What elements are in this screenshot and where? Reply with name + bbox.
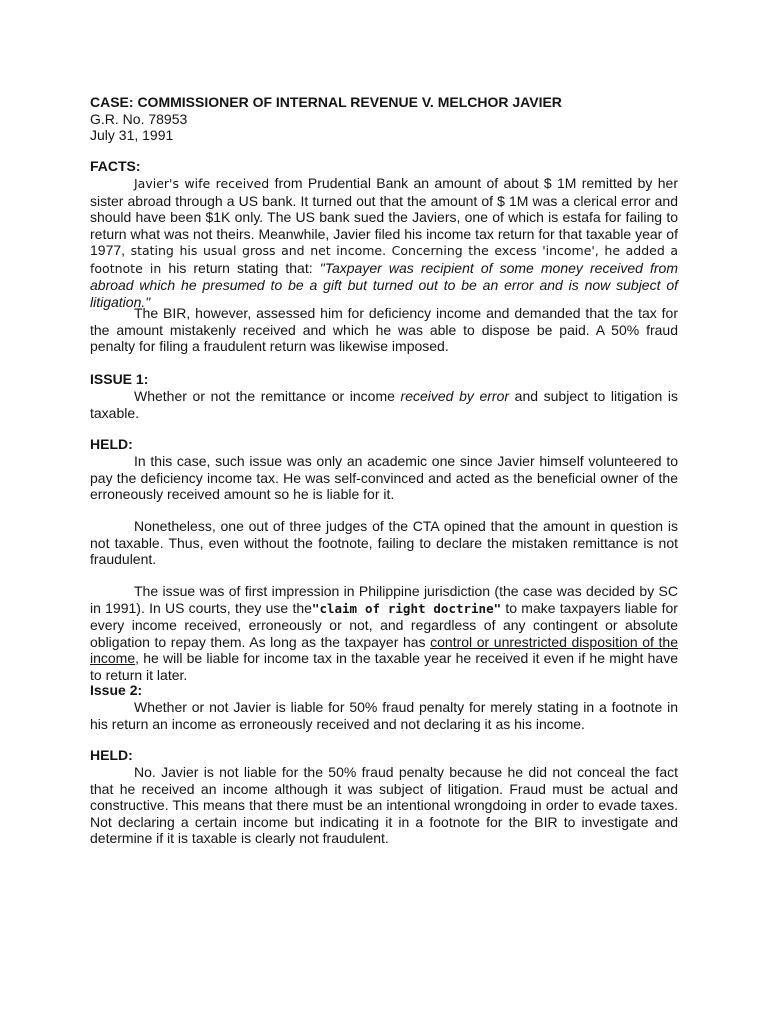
held-1-paragraph-2: Nonetheless, one out of three judges of the CTA opined that the amount in question is not taxable. Thus, even without the footnote, failing to declare the mistaken remittance is not fraudulent. xyxy=(90,518,678,567)
facts-subject-phrase: Javier's wife received xyxy=(134,176,270,191)
issue-2-text: Whether or not Javier is liable for 50% fraud penalty for merely stating in a footnote in his return an income as erroneously received and not declaring it as his income. xyxy=(90,699,678,732)
held-1-text-part: , he will be liable for income tax in the taxable year he received it even if he might have to return it later. xyxy=(90,650,678,683)
held-2-text: No. Javier is not liable for the 50% fraud penalty because he did not conceal the fact that he received an income although it was subject of litigation. Fraud must be actual and constructive. This means that there must be an intentional wrongdoing in order to evade taxes. Not declaring a certain income but indicating it in a footnote for the BIR to investigate and determine if it is taxable is clearly not fraudulent. xyxy=(90,764,678,846)
facts-paragraph-2: The BIR, however, assessed him for deficiency income and demanded that the tax for the amount mistakenly received and which he was able to dispose be paid. A 50% fraud penalty for filing a fraudulent return was likewise imposed. xyxy=(90,305,678,354)
case-title: CASE: COMMISSIONER OF INTERNAL REVENUE V. MELCHOR JAVIER xyxy=(90,94,562,110)
issue-1-emphasis: received by error xyxy=(400,388,510,404)
held-1-paragraph-1: In this case, such issue was only an academic one since Javier himself volunteered to pay the deficiency income tax. He was self-convinced and acted as the beneficial owner of the erroneously received amount so he is liable for it. xyxy=(90,453,678,502)
issue-1-text xyxy=(90,388,678,421)
held-1-heading: HELD: xyxy=(90,436,133,452)
facts-body-text-alt: stating his usual gross and net income. Concerning the excess 'income', he added a footnote in xyxy=(90,243,679,276)
facts-return-statement-intro: his return stating that: xyxy=(168,259,320,276)
facts-paragraph-1 xyxy=(90,175,678,310)
issue-1-heading: ISSUE 1: xyxy=(90,371,149,387)
facts-footnote-quote: "Taxpayer was recipient of some money received from abroad which he presumed to be a gift but turned out to be an error and is now subject of litigation." xyxy=(90,259,678,310)
held-1-paragraph-3 xyxy=(90,583,678,683)
claim-of-right-doctrine: "claim of right doctrine" xyxy=(311,600,502,616)
held-1-text-part: to make taxpayers liable for every income received, erroneously or not, and regardless of any contingent or absolute obligation to repay them. As long as the taxpayer has xyxy=(90,599,678,650)
held-2-heading: HELD: xyxy=(90,747,133,763)
case-gr-number: G.R. No. 78953 xyxy=(90,110,188,127)
case-header xyxy=(90,94,678,144)
issue-2-heading: Issue 2: xyxy=(90,682,143,698)
issue-1-text-part: Whether or not the remittance or income xyxy=(134,388,401,404)
control-disposition-phrase: control or unrestricted disposition of the income xyxy=(90,633,678,666)
facts-heading: FACTS: xyxy=(90,158,141,174)
facts-body-text: from Prudential Bank an amount of about $ 1M remitted by her sister abroad through a US bank. It turned out that the amount of $ 1M was a clerical error and should have been $1K only. The US bank sued the Javiers, one of which is estafa for failing to return what was not theirs. Meanwhile, Javier filed his income tax return for that taxable year of 1977, xyxy=(90,175,678,258)
issue-1-text-part: and subject to litigation is taxable. xyxy=(90,388,678,421)
held-1-text-part: The issue was of first impression in Philippine jurisdiction (the case was decided by SC in 1991). In US courts, they use the xyxy=(90,583,678,616)
case-date: July 31, 1991 xyxy=(90,127,174,143)
